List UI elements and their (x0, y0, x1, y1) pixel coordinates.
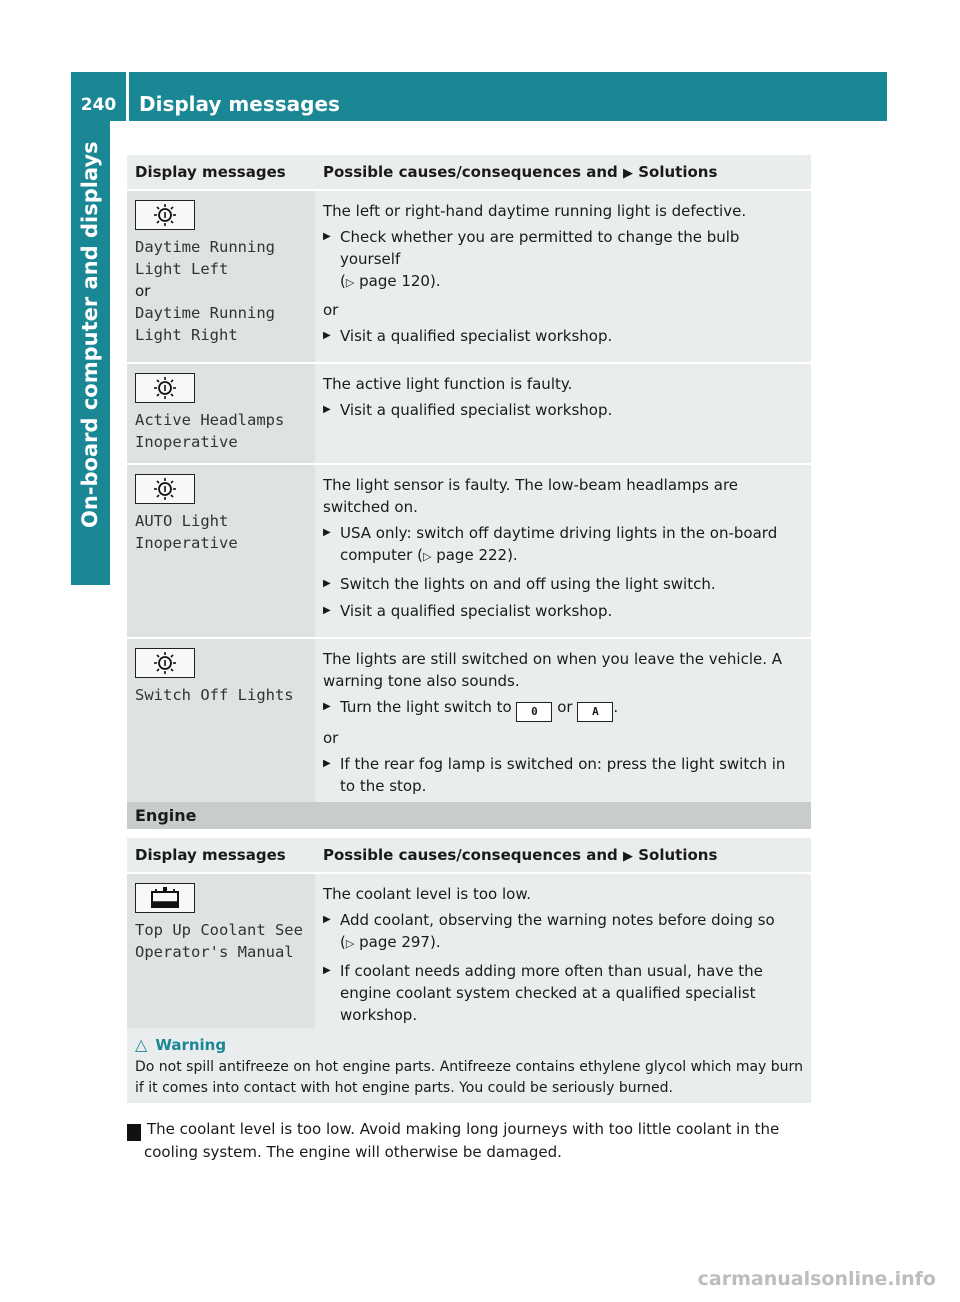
note-text: The coolant level is too low. Avoid making long journeys with too little coolant in the cooling system. The engine will otherwise be damaged. (144, 1120, 780, 1161)
solution-bullet: ▶ Visit a qualified specialist workshop. (323, 325, 803, 347)
display-message: Switch Off Lights (135, 686, 294, 704)
solution-bullet: ▶ Visit a qualified specialist workshop. (323, 600, 803, 622)
page-ref-link[interactable]: page 120). (359, 272, 441, 290)
solution-cell (315, 638, 811, 813)
exclamation-icon: ! (127, 1124, 141, 1141)
note-body (122, 1118, 815, 1163)
table-header-row (127, 155, 811, 190)
arrow-icon: ▶ (623, 166, 634, 181)
col-header-causes (315, 838, 811, 873)
display-message: Daytime Running Light Right (135, 304, 275, 344)
solution-cell (315, 190, 811, 363)
watermark: carmanualsonline.info (697, 1268, 936, 1290)
col-header-causes-text: Possible causes/consequences and (323, 846, 618, 864)
warning-title: Warning (155, 1036, 227, 1054)
solution-cell (315, 363, 811, 464)
table-header-row (127, 838, 811, 873)
cause-text: The left or right-hand daytime running light is defective. (323, 202, 747, 220)
display-message: Daytime Running Light Left (135, 238, 275, 278)
auto-light-icon (135, 474, 195, 504)
table-row (127, 464, 811, 638)
solution-bullet: ▶ If coolant needs adding more often than usual, have the engine coolant system checked at a qualified specialist workshop. (323, 960, 803, 1026)
solution-bullet: ▶ Visit a qualified specialist workshop. (323, 399, 803, 421)
solution-bullet: ▶ If the rear fog lamp is switched on: press the light switch in to the stop. (323, 753, 803, 797)
coolant-reservoir-icon (135, 883, 195, 913)
table-row (127, 190, 811, 363)
or-text: or (323, 729, 339, 747)
engine-message-table (127, 838, 811, 1043)
engine-section-title: Engine (127, 802, 811, 829)
display-message: AUTO Light Inoperative (135, 512, 238, 552)
message-cell (127, 464, 315, 638)
active-headlamps-icon (135, 373, 195, 403)
col-header-causes (315, 155, 811, 190)
page-ref-link[interactable]: page 222). (436, 546, 518, 564)
page-title: Display messages (139, 92, 340, 116)
bullet-text: Add coolant, observing the warning notes before doing so (340, 911, 775, 929)
col-header-solutions-text: Solutions (638, 163, 718, 181)
solution-bullet: ▶ USA only: switch off daytime driving lights in the on-board computer (▷ page 222). (323, 522, 803, 568)
lights-message-table (127, 155, 811, 814)
table-row (127, 638, 811, 813)
bullet-text: Turn the light switch to (340, 698, 512, 716)
display-message: Top Up Coolant See Operator's Manual (135, 921, 303, 961)
message-cell (127, 638, 315, 813)
or-text: or (135, 282, 151, 300)
or-text: or (323, 301, 339, 319)
table-row (127, 363, 811, 464)
page-ref-link[interactable]: page 297). (359, 933, 441, 951)
col-header-messages: Display messages (127, 155, 315, 190)
warning-text: Do not spill antifreeze on hot engine parts. Antifreeze contains ethylene glycol which may burn if it comes into contact with hot engine parts. You could be seriously burned. (135, 1059, 803, 1096)
cause-text: The lights are still switched on when you leave the vehicle. A warning tone also sounds. (323, 650, 783, 690)
light-switch-off-icon: 0 (516, 702, 552, 722)
col-header-causes-text: Possible causes/consequences and (323, 163, 618, 181)
warning-triangle-icon: △ (135, 1035, 148, 1054)
bullet-text: or (557, 698, 573, 716)
switch-off-lights-icon (135, 648, 195, 678)
arrow-icon: ▶ (623, 849, 634, 864)
bullet-text: . (613, 698, 619, 716)
header-separator (126, 72, 129, 121)
bullet-text: Check whether you are permitted to change the bulb yourself (340, 228, 740, 268)
message-cell (127, 873, 315, 1042)
side-tab-label: On-board computer and displays (78, 141, 102, 528)
solution-cell (315, 464, 811, 638)
table-row (127, 873, 811, 1042)
message-cell (127, 190, 315, 363)
cause-text: The coolant level is too low. (323, 885, 531, 903)
note (122, 1118, 815, 1163)
page-ref-icon: ▷ (345, 276, 355, 289)
bullet-text: USA only: switch off daytime driving lights in the on-board computer (340, 524, 778, 564)
col-header-solutions-text: Solutions (638, 846, 718, 864)
display-message: Active Headlamps Inoperative (135, 411, 285, 451)
page-ref-icon: ▷ (345, 937, 355, 950)
message-cell (127, 363, 315, 464)
page-ref-icon: ▷ (422, 550, 432, 563)
cause-text: The active light function is faulty. (323, 375, 573, 393)
daytime-running-light-icon (135, 200, 195, 230)
page-number: 240 (80, 95, 117, 115)
solution-cell (315, 873, 811, 1042)
solution-bullet: ▶ Add coolant, observing the warning notes before doing so (▷ page 297). (323, 909, 803, 955)
solution-bullet: ▶ Check whether you are permitted to change the bulb yourself (▷ page 120). (323, 226, 803, 294)
cause-text: The light sensor is faulty. The low-beam headlamps are switched on. (323, 476, 739, 516)
light-switch-auto-icon: A (577, 702, 613, 722)
solution-bullet (323, 696, 803, 722)
warning-box (127, 1028, 811, 1103)
solution-bullet: ▶ Switch the lights on and off using the light switch. (323, 573, 803, 595)
col-header-messages: Display messages (127, 838, 315, 873)
